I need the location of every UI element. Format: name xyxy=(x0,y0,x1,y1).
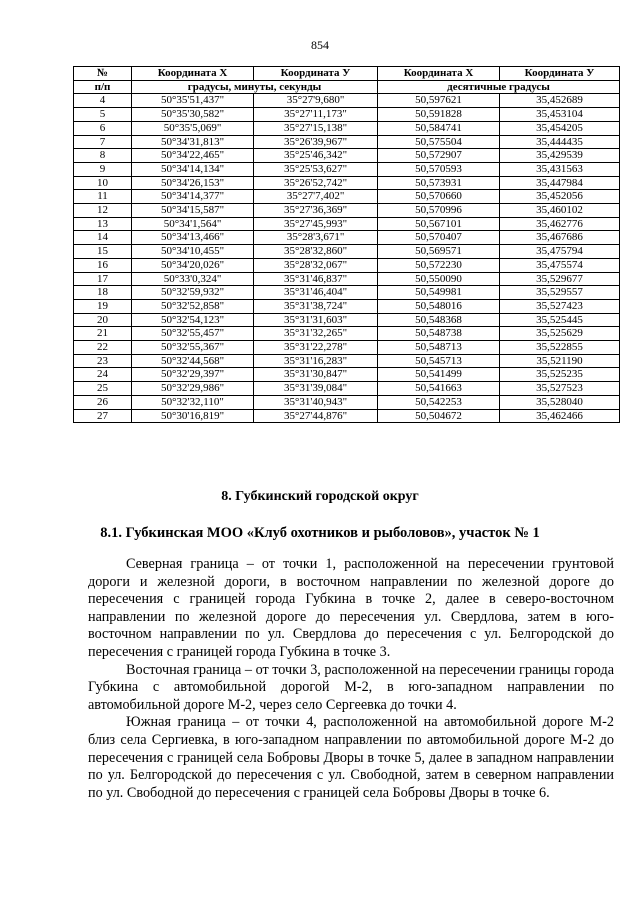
cell-coord-x-dms: 50°35'5,069" xyxy=(132,121,254,135)
subheader-decimal: десятичные градусы xyxy=(378,80,620,94)
cell-coord-x-dms: 50°32'32,110" xyxy=(132,395,254,409)
cell-coord-y-dms: 35°27'36,369" xyxy=(254,204,378,218)
cell-coord-y-dec: 35,460102 xyxy=(500,204,620,218)
cell-coord-y-dms: 35°26'39,967" xyxy=(254,135,378,149)
cell-num: 15 xyxy=(74,245,132,259)
cell-num: 25 xyxy=(74,382,132,396)
cell-coord-y-dec: 35,525235 xyxy=(500,368,620,382)
paragraph-north-border: Северная граница – от точки 1, расположенной на пересечении грунтовой дороги и железной дороги, в восточном направлении по железной дороге до пересечения с границей города Губкина в точке 2, далее в северо-восточном направлении по железной дороге до пересечения ул. Свердлова, затем в юго-восточном направлении по ул. Свердлова до пересечения с ул. Белгородской до пересечения с границей города Губкина в точке 3. xyxy=(88,556,614,660)
cell-coord-x-dms: 50°32'29,986" xyxy=(132,382,254,396)
subheader-dms: градусы, минуты, секунды xyxy=(132,80,378,94)
cell-coord-y-dms: 35°25'46,342" xyxy=(254,149,378,163)
cell-coord-y-dec: 35,429539 xyxy=(500,149,620,163)
cell-coord-x-dec: 50,549981 xyxy=(378,286,500,300)
cell-coord-x-dms: 50°35'30,582" xyxy=(132,108,254,122)
header-coord-x-dec: Координата X xyxy=(378,67,500,81)
cell-num: 23 xyxy=(74,354,132,368)
cell-num: 4 xyxy=(74,94,132,108)
cell-coord-y-dec: 35,475574 xyxy=(500,258,620,272)
cell-coord-y-dms: 35°31'40,943" xyxy=(254,395,378,409)
cell-coord-y-dec: 35,529677 xyxy=(500,272,620,286)
cell-coord-x-dec: 50,570996 xyxy=(378,204,500,218)
table-row xyxy=(74,231,620,245)
table-row xyxy=(74,286,620,300)
cell-coord-x-dec: 50,570660 xyxy=(378,190,500,204)
cell-coord-y-dec: 35,525445 xyxy=(500,313,620,327)
coordinates-table xyxy=(73,66,620,423)
table-row xyxy=(74,327,620,341)
table-row xyxy=(74,217,620,231)
cell-coord-y-dms: 35°26'52,742" xyxy=(254,176,378,190)
cell-coord-y-dms: 35°31'16,283" xyxy=(254,354,378,368)
cell-coord-x-dms: 50°34'31,813" xyxy=(132,135,254,149)
cell-coord-x-dec: 50,548738 xyxy=(378,327,500,341)
cell-num: 19 xyxy=(74,299,132,313)
cell-coord-y-dms: 35°31'46,404" xyxy=(254,286,378,300)
cell-num: 8 xyxy=(74,149,132,163)
table-subheader-row xyxy=(74,80,620,94)
cell-coord-y-dms: 35°28'32,860" xyxy=(254,245,378,259)
cell-coord-x-dec: 50,591828 xyxy=(378,108,500,122)
header-num: № xyxy=(74,67,132,81)
table-row xyxy=(74,190,620,204)
cell-coord-x-dms: 50°34'13,466" xyxy=(132,231,254,245)
cell-num: 5 xyxy=(74,108,132,122)
cell-coord-x-dec: 50,548016 xyxy=(378,299,500,313)
cell-num: 14 xyxy=(74,231,132,245)
cell-num: 27 xyxy=(74,409,132,423)
cell-coord-x-dms: 50°32'55,367" xyxy=(132,341,254,355)
cell-coord-y-dec: 35,444435 xyxy=(500,135,620,149)
cell-coord-y-dec: 35,447984 xyxy=(500,176,620,190)
table-row xyxy=(74,313,620,327)
table-row xyxy=(74,204,620,218)
cell-coord-x-dms: 50°32'59,932" xyxy=(132,286,254,300)
cell-coord-x-dms: 50°34'14,377" xyxy=(132,190,254,204)
cell-coord-x-dms: 50°30'16,819" xyxy=(132,409,254,423)
cell-coord-y-dec: 35,527423 xyxy=(500,299,620,313)
cell-num: 22 xyxy=(74,341,132,355)
cell-coord-x-dec: 50,597621 xyxy=(378,94,500,108)
cell-coord-y-dec: 35,462466 xyxy=(500,409,620,423)
paragraph-south-border: Южная граница – от точки 4, расположенной на автомобильной дороге М-2 близ села Сергиевка, в юго-западном направлении по автомобильной дороге М-2 до пересечения с границей села Бобровы Дворы в точке 5, далее в западном направлении по ул. Белгородской до пересечения с ул. Свободной, затем в северном направлении по ул. Свободной до пересечения с границей села Бобровы Дворы в точке 6. xyxy=(88,714,614,801)
cell-coord-x-dms: 50°32'52,858" xyxy=(132,299,254,313)
cell-coord-x-dec: 50,542253 xyxy=(378,395,500,409)
cell-coord-x-dec: 50,550090 xyxy=(378,272,500,286)
cell-num: 12 xyxy=(74,204,132,218)
cell-coord-y-dms: 35°28'32,067" xyxy=(254,258,378,272)
cell-coord-x-dms: 50°34'10,455" xyxy=(132,245,254,259)
section-title: 8. Губкинский городской округ xyxy=(221,489,419,504)
cell-coord-x-dms: 50°33'0,324" xyxy=(132,272,254,286)
cell-num: 6 xyxy=(74,121,132,135)
page-number: 854 xyxy=(311,38,329,52)
cell-coord-x-dec: 50,541499 xyxy=(378,368,500,382)
cell-coord-x-dec: 50,575504 xyxy=(378,135,500,149)
cell-coord-y-dms: 35°31'30,847" xyxy=(254,368,378,382)
cell-coord-y-dms: 35°25'53,627" xyxy=(254,162,378,176)
cell-num: 24 xyxy=(74,368,132,382)
cell-num: 21 xyxy=(74,327,132,341)
subheader-num: п/п xyxy=(74,80,132,94)
cell-coord-x-dms: 50°32'54,123" xyxy=(132,313,254,327)
cell-coord-x-dms: 50°34'1,564" xyxy=(132,217,254,231)
cell-coord-y-dms: 35°31'39,084" xyxy=(254,382,378,396)
table-row xyxy=(74,149,620,163)
cell-coord-x-dms: 50°34'15,587" xyxy=(132,204,254,218)
cell-coord-x-dms: 50°32'55,457" xyxy=(132,327,254,341)
cell-coord-y-dec: 35,431563 xyxy=(500,162,620,176)
cell-coord-y-dec: 35,529557 xyxy=(500,286,620,300)
cell-coord-x-dec: 50,570593 xyxy=(378,162,500,176)
cell-coord-x-dms: 50°34'14,134" xyxy=(132,162,254,176)
header-coord-y-dec: Координата У xyxy=(500,67,620,81)
cell-num: 9 xyxy=(74,162,132,176)
cell-num: 10 xyxy=(74,176,132,190)
cell-coord-x-dms: 50°32'44,568" xyxy=(132,354,254,368)
cell-coord-y-dms: 35°31'46,837" xyxy=(254,272,378,286)
cell-coord-x-dec: 50,548368 xyxy=(378,313,500,327)
table-row xyxy=(74,354,620,368)
cell-num: 26 xyxy=(74,395,132,409)
cell-coord-y-dec: 35,467686 xyxy=(500,231,620,245)
cell-coord-y-dec: 35,521190 xyxy=(500,354,620,368)
paragraph-east-border: Восточная граница – от точки 3, расположенной на пересечении границы города Губкина с автомобильной дорогой М-2, в юго-западном направлении по автомобильной дороге М-2, через село Сергеевка до точки 4. xyxy=(88,661,614,713)
cell-coord-y-dms: 35°31'32,265" xyxy=(254,327,378,341)
cell-coord-y-dms: 35°27'44,876" xyxy=(254,409,378,423)
cell-coord-x-dec: 50,545713 xyxy=(378,354,500,368)
cell-coord-y-dec: 35,454205 xyxy=(500,121,620,135)
cell-coord-y-dms: 35°28'3,671" xyxy=(254,231,378,245)
cell-coord-x-dms: 50°32'29,397" xyxy=(132,368,254,382)
cell-coord-x-dec: 50,572907 xyxy=(378,149,500,163)
cell-coord-x-dec: 50,573931 xyxy=(378,176,500,190)
cell-coord-x-dec: 50,567101 xyxy=(378,217,500,231)
cell-coord-x-dms: 50°34'22,465" xyxy=(132,149,254,163)
table-row xyxy=(74,245,620,259)
table-row xyxy=(74,299,620,313)
cell-coord-x-dec: 50,584741 xyxy=(378,121,500,135)
header-coord-x-dms: Координата X xyxy=(132,67,254,81)
cell-coord-y-dms: 35°27'9,680" xyxy=(254,94,378,108)
cell-coord-x-dec: 50,541663 xyxy=(378,382,500,396)
cell-coord-y-dec: 35,528040 xyxy=(500,395,620,409)
table-row xyxy=(74,135,620,149)
table-row xyxy=(74,121,620,135)
cell-num: 11 xyxy=(74,190,132,204)
cell-coord-y-dec: 35,462776 xyxy=(500,217,620,231)
table-row xyxy=(74,382,620,396)
cell-num: 16 xyxy=(74,258,132,272)
cell-coord-x-dec: 50,504672 xyxy=(378,409,500,423)
cell-num: 17 xyxy=(74,272,132,286)
cell-coord-y-dms: 35°27'11,173" xyxy=(254,108,378,122)
cell-coord-x-dec: 50,569571 xyxy=(378,245,500,259)
table-row xyxy=(74,176,620,190)
body-text xyxy=(88,556,614,802)
table-row xyxy=(74,409,620,423)
subsection-title: 8.1. Губкинская МОО «Клуб охотников и рыболовов», участок № 1 xyxy=(100,525,540,541)
cell-coord-x-dec: 50,570407 xyxy=(378,231,500,245)
table-body xyxy=(74,94,620,423)
cell-coord-y-dms: 35°27'15,138" xyxy=(254,121,378,135)
cell-coord-x-dec: 50,572230 xyxy=(378,258,500,272)
cell-coord-y-dec: 35,452056 xyxy=(500,190,620,204)
cell-coord-y-dms: 35°27'7,402" xyxy=(254,190,378,204)
table-row xyxy=(74,341,620,355)
cell-coord-y-dec: 35,475794 xyxy=(500,245,620,259)
cell-num: 18 xyxy=(74,286,132,300)
cell-coord-y-dec: 35,527523 xyxy=(500,382,620,396)
cell-coord-y-dms: 35°31'38,724" xyxy=(254,299,378,313)
table-row xyxy=(74,162,620,176)
cell-coord-y-dec: 35,452689 xyxy=(500,94,620,108)
table-row xyxy=(74,395,620,409)
cell-num: 13 xyxy=(74,217,132,231)
cell-coord-y-dms: 35°31'22,278" xyxy=(254,341,378,355)
cell-coord-x-dms: 50°35'51,437" xyxy=(132,94,254,108)
cell-coord-x-dms: 50°34'26,153" xyxy=(132,176,254,190)
table-row xyxy=(74,94,620,108)
table-row xyxy=(74,272,620,286)
cell-coord-y-dec: 35,453104 xyxy=(500,108,620,122)
table-row xyxy=(74,108,620,122)
cell-coord-y-dec: 35,525629 xyxy=(500,327,620,341)
cell-coord-y-dms: 35°31'31,603" xyxy=(254,313,378,327)
cell-coord-x-dms: 50°34'20,026" xyxy=(132,258,254,272)
header-coord-y-dms: Координата У xyxy=(254,67,378,81)
table-row xyxy=(74,258,620,272)
table-row xyxy=(74,368,620,382)
table-header-row xyxy=(74,67,620,81)
cell-num: 20 xyxy=(74,313,132,327)
cell-coord-y-dec: 35,522855 xyxy=(500,341,620,355)
cell-coord-x-dec: 50,548713 xyxy=(378,341,500,355)
cell-coord-y-dms: 35°27'45,993" xyxy=(254,217,378,231)
cell-num: 7 xyxy=(74,135,132,149)
